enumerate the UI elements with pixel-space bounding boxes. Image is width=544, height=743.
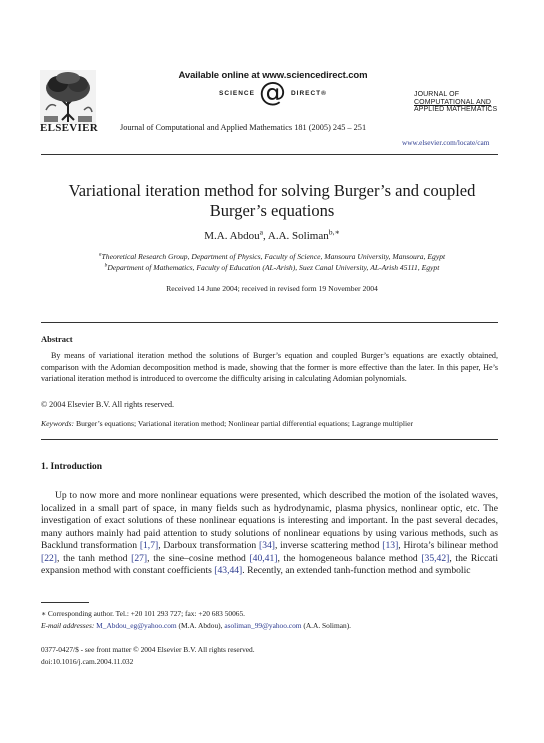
keywords-text: Burger’s equations; Variational iteration method; Nonlinear partial differential equations; Lagrange multiplier <box>74 419 414 428</box>
body-text-run: Up to now more and more nonlinear equations were presented, which described the motion of the isolated waves, localized in a small part of space, in many fields such as hydrodynamic, plasma physics, nonlinear optic, etc. The investigation of exact solutions of these nonlinear equations is interesting and important. In the past several decades, many authors mainly had paid attention to study solutions of nonlinear equations by using various methods, such as Backlund transformation <box>41 490 498 552</box>
journal-logo <box>414 91 504 114</box>
abstract-bottom-rule <box>41 439 498 440</box>
keywords-label: Keywords: <box>41 419 75 428</box>
received-dates: Received 14 June 2004; received in revised form 19 November 2004 <box>166 284 378 293</box>
abstract-heading: Abstract <box>41 334 73 344</box>
email-owner: (A.A. Soliman). <box>301 621 352 630</box>
author-affil-mark: b,∗ <box>328 227 340 237</box>
elsevier-tree-logo-icon <box>40 70 96 124</box>
body-text-run: , the tanh method <box>56 552 132 564</box>
journal-logo-line: JOURNAL OF <box>414 91 460 98</box>
body-text-run: , the Riccati expansion method with constant coefficients <box>41 552 498 577</box>
affiliation <box>40 263 504 272</box>
journal-reference: Journal of Computational and Applied Mathematics 181 (2005) 245 – 251 <box>120 123 367 132</box>
issn-line: 0377-0427/$ - see front matter © 2004 Elsevier B.V. All rights reserved. <box>41 645 255 654</box>
body-text-run: , the homogeneous balance method <box>277 552 422 564</box>
email-owner: (M.A. Abdou), <box>176 621 225 630</box>
citation-link[interactable]: [35,42] <box>421 552 450 564</box>
header-divider <box>41 154 498 155</box>
sd-left-text: SCIENCE <box>219 89 255 97</box>
sd-right-text: DIRECT® <box>290 89 327 97</box>
affiliation-mark: a <box>98 251 102 258</box>
abstract-text: By means of variational iteration method the solutions of Burger’s equation and coupled Burger’s equations are exactly obtained, comparison with the Adomian decomposition method is made, showing that the former is more effective than the later. In this paper, He’s variational iteration method is introduced to overcome the difficulty arising in calculating Adomian polynomials. <box>41 351 498 383</box>
body-text-run: , Darboux transformation <box>158 540 259 552</box>
email-label: E-mail addresses: <box>41 621 95 630</box>
keywords <box>41 419 501 428</box>
email-link[interactable]: asoliman_99@yahoo.com <box>224 621 302 630</box>
body-text-run: , Hirota’s bilinear method <box>398 540 498 552</box>
journal-logo-line: COMPUTATIONAL AND <box>414 98 492 106</box>
paper-title: Variational iteration method for solving Burger’s and coupled Burger’s equations <box>68 181 476 220</box>
body-text-run: , the sine–cosine method <box>147 552 250 564</box>
citation-link[interactable]: [40,41] <box>249 552 278 564</box>
author-list <box>40 227 504 242</box>
journal-logo-line: APPLIED MATHEMATICS <box>414 106 498 113</box>
citation-link[interactable]: [22] <box>41 552 57 564</box>
doi-line: doi:10.1016/j.cam.2004.11.032 <box>41 657 134 666</box>
citation-link[interactable]: [34] <box>259 540 275 552</box>
corresponding-author-footnote: ∗ Corresponding author. Tel.: +20 101 293 727; fax: +20 683 50065. <box>41 609 246 618</box>
citation-link[interactable]: [1,7] <box>139 540 159 552</box>
author-name: M.A. Abdou <box>204 230 260 242</box>
author-name: A.A. Soliman <box>267 230 329 242</box>
introduction-paragraph <box>41 490 498 578</box>
affiliation <box>40 252 504 261</box>
email-link[interactable]: M_Abdou_eg@yahoo.com <box>96 621 177 630</box>
affiliation-text: Department of Mathematics, Faculty of Education (AL-Arish), Suez Canal University, AL-Arish 45111, Egypt <box>107 263 440 272</box>
citation-link[interactable]: [13] <box>382 540 399 552</box>
body-text-run: . Recently, an extended tanh-function method and symbolic <box>242 565 471 577</box>
author-separator: , <box>263 230 268 242</box>
journal-url-link[interactable]: www.elsevier.com/locate/cam <box>402 138 490 147</box>
citation-link[interactable]: [43,44] <box>214 565 243 577</box>
email-footnote <box>41 621 351 630</box>
sd-at-icon: @ <box>258 77 287 108</box>
body-text-run: , inverse scattering method <box>274 540 383 552</box>
publisher-name: ELSEVIER <box>39 122 99 134</box>
affiliation-text: Theoretical Research Group, Department of Physics, Faculty of Science, Mansoura University, Mansoura, Egypt <box>101 252 446 261</box>
section-heading: 1. Introduction <box>41 462 103 472</box>
affiliation-mark: b <box>104 262 108 269</box>
footnote-rule <box>41 602 89 603</box>
sciencedirect-logo <box>165 77 381 108</box>
abstract-copyright: © 2004 Elsevier B.V. All rights reserved. <box>41 400 175 409</box>
author-affil-mark: a <box>259 227 263 237</box>
available-online-text: Available online at www.sciencedirect.com <box>178 70 368 81</box>
citation-link[interactable]: [27] <box>131 552 148 564</box>
abstract-top-rule <box>41 322 498 323</box>
